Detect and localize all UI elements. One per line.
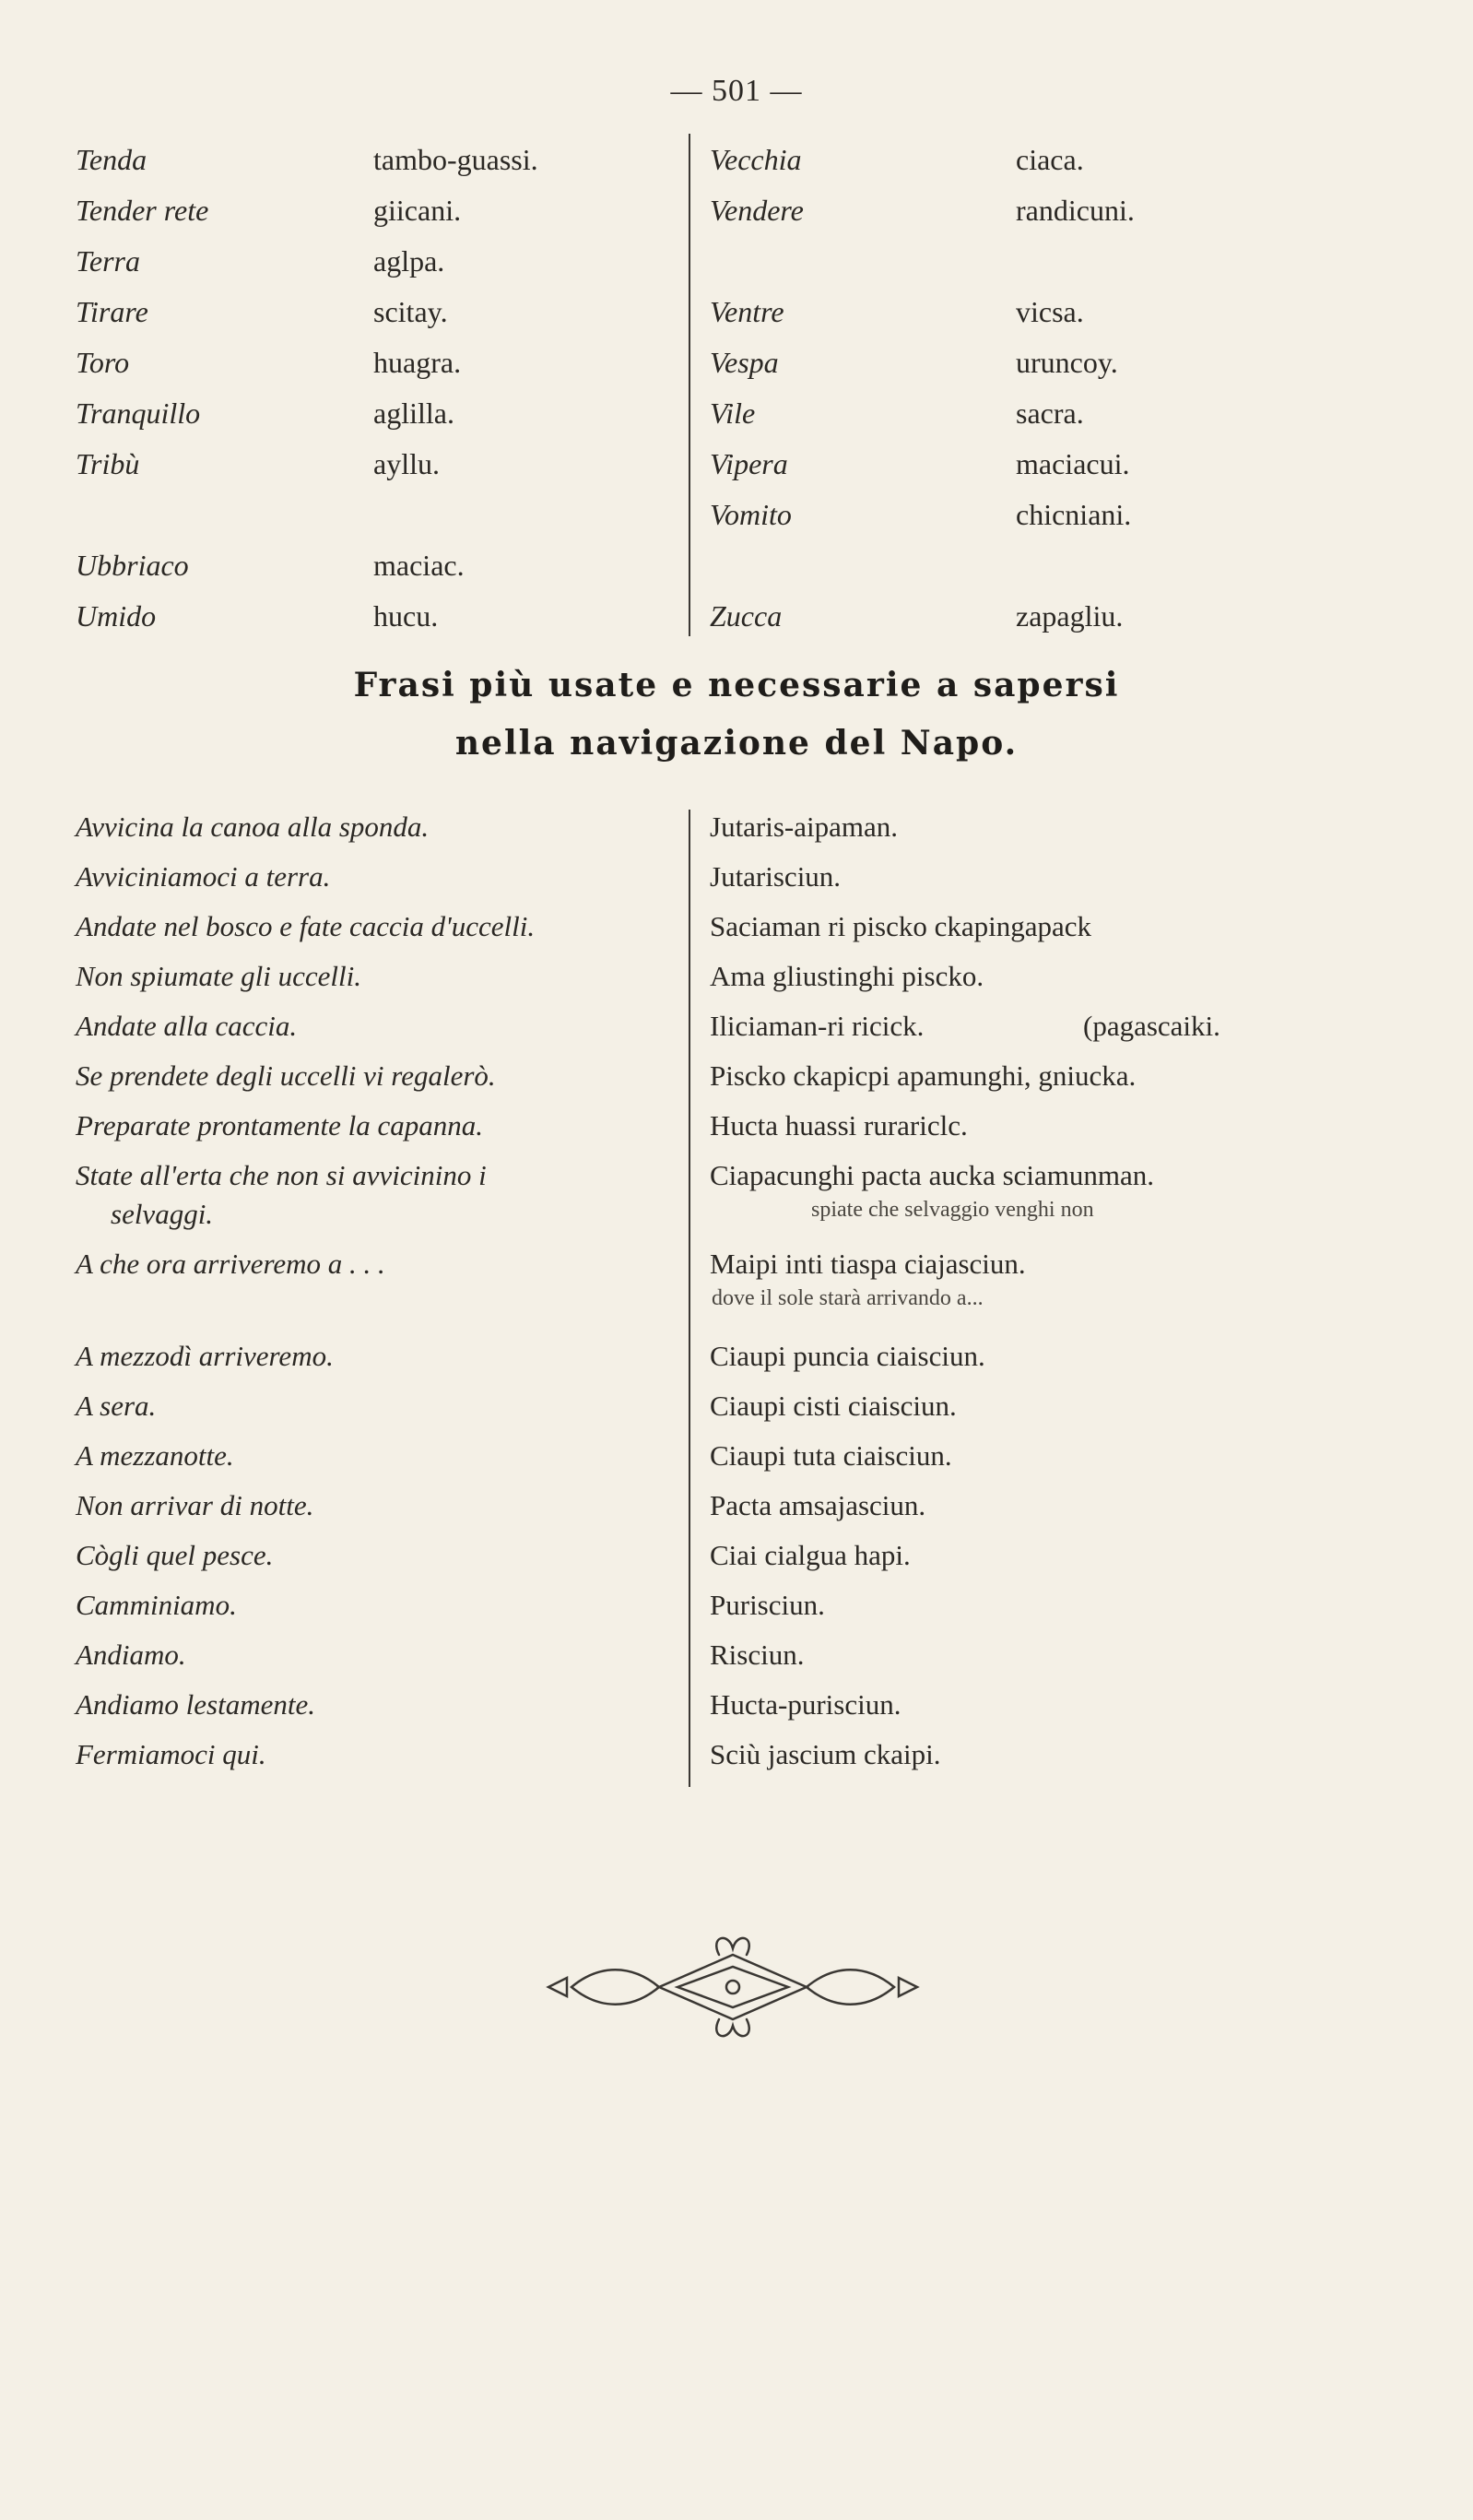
section-heading-line-1: Frasi più usate e necessarie a sapersi — [353, 666, 1120, 704]
phrase-italian: A mezzanotte. — [76, 1439, 234, 1472]
vocab-translation: aglilla. — [373, 396, 454, 430]
phrase-gloss: spiate che selvaggio venghi non — [811, 1198, 1094, 1222]
vocab-translation: maciacui. — [1016, 447, 1130, 480]
vocab-word: Umido — [76, 599, 157, 633]
vocab-word: Tribù — [76, 447, 140, 480]
vocab-word: Vespa — [710, 346, 779, 379]
vocab-word: Terra — [76, 244, 140, 278]
phrase-italian: A mezzodì arriveremo. — [76, 1340, 334, 1372]
vocab-word: Vendere — [710, 194, 804, 227]
page-number: — 501 — — [670, 74, 803, 108]
vocab-translation: sacra. — [1016, 396, 1084, 430]
phrase-native: Saciaman ri piscko ckapingapack — [710, 910, 1092, 942]
vocab-translation: chicniani. — [1016, 498, 1132, 531]
phrase-native: Jutaris-aipaman. — [710, 810, 899, 843]
phrase-italian: Camminiamo. — [76, 1589, 237, 1621]
phrase-note: (pagascaiki. — [1083, 1010, 1220, 1042]
vocab-translation: hucu. — [373, 599, 439, 633]
phrases-column-divider — [689, 810, 690, 1787]
phrase-italian: Non arrivar di notte. — [76, 1489, 314, 1521]
vocab-word: Tender rete — [76, 194, 209, 227]
vocab-word: Toro — [76, 346, 130, 379]
vocab-translation: ayllu. — [373, 447, 440, 480]
vocab-word: Tirare — [76, 295, 148, 328]
vocab-translation: ciaca. — [1016, 143, 1084, 176]
vocab-translation: scitay. — [373, 295, 448, 328]
vocab-translation: randicuni. — [1016, 194, 1135, 227]
phrase-italian: State all'erta che non si avvicinino i — [76, 1159, 487, 1191]
vocab-word: Vecchia — [710, 143, 802, 176]
phrase-native: Jutarisciun. — [710, 860, 842, 893]
phrase-native: Risciun. — [710, 1639, 805, 1671]
phrase-native: Iliciaman-ri ricick. — [710, 1010, 925, 1042]
phrase-italian: Andate nel bosco e fate caccia d'uccelli. — [76, 910, 536, 942]
vocab-word: Tenda — [76, 143, 147, 176]
phrase-native: Hucta huassi rurariclc. — [710, 1109, 968, 1142]
phrase-italian-continued: selvaggi. — [111, 1198, 214, 1230]
phrase-native: Ciapacunghi pacta aucka sciamunman. — [710, 1159, 1155, 1191]
phrase-italian: Preparate prontamente la capanna. — [76, 1109, 483, 1142]
vocab-translation: uruncoy. — [1016, 346, 1118, 379]
phrase-italian: A sera. — [76, 1390, 157, 1422]
vocab-translation: maciac. — [373, 549, 465, 582]
vocab-translation: huagra. — [373, 346, 462, 379]
phrase-italian: Andate alla caccia. — [76, 1010, 298, 1042]
phrase-native: Ciaupi puncia ciaisciun. — [710, 1340, 985, 1372]
vocab-translation: zapagliu. — [1016, 599, 1124, 633]
phrase-italian: A che ora arriveremo a . . . — [76, 1248, 385, 1280]
phrase-italian: Avvicina la canoa alla sponda. — [76, 810, 430, 843]
vocab-word: Tranquillo — [76, 396, 201, 430]
vocab-word: Ubbriaco — [76, 549, 189, 582]
phrase-italian: Andiamo. — [76, 1639, 186, 1671]
phrase-italian: Avviciniamoci a terra. — [76, 860, 331, 893]
vocab-translation: aglpa. — [373, 244, 445, 278]
phrase-native: Pacta amsajasciun. — [710, 1489, 926, 1521]
phrase-italian: Fermiamoci qui. — [76, 1738, 266, 1770]
vocab-word: Ventre — [710, 295, 784, 328]
phrase-native: Sciù jascium ckaipi. — [710, 1738, 941, 1770]
vocab-word: Vomito — [710, 498, 792, 531]
vocab-word: Vipera — [710, 447, 788, 480]
vocab-translation: tambo-guassi. — [373, 143, 538, 176]
section-heading-line-2: nella navigazione del Napo. — [454, 724, 1019, 763]
phrase-native: Ciaupi tuta ciaisciun. — [710, 1439, 952, 1472]
phrase-native: Hucta-purisciun. — [710, 1688, 901, 1721]
vocab-word: Zucca — [710, 599, 783, 633]
phrase-native: Maipi inti tiaspa ciajasciun. — [710, 1248, 1026, 1280]
phrase-native: Ciaupi cisti ciaisciun. — [710, 1390, 957, 1422]
vocabulary-column-divider — [689, 134, 690, 636]
vocab-translation: giicani. — [373, 194, 462, 227]
phrase-italian: Andiamo lestamente. — [76, 1688, 316, 1721]
vocab-translation: vicsa. — [1016, 295, 1084, 328]
phrase-native: Purisciun. — [710, 1589, 825, 1621]
phrase-italian: Se prendete degli uccelli vi regalerò. — [76, 1059, 496, 1092]
decorative-ornament-icon — [530, 1932, 936, 2042]
phrase-native: Ama gliustinghi piscko. — [710, 960, 984, 992]
phrase-italian: Non spiumate gli uccelli. — [76, 960, 361, 992]
phrase-italian: Cògli quel pesce. — [76, 1539, 274, 1571]
phrase-gloss: dove il sole starà arrivando a... — [712, 1286, 984, 1310]
vocab-word: Vile — [710, 396, 756, 430]
phrase-native: Piscko ckapicpi apamunghi, gniucka. — [710, 1059, 1137, 1092]
phrase-native: Ciai cialgua hapi. — [710, 1539, 911, 1571]
